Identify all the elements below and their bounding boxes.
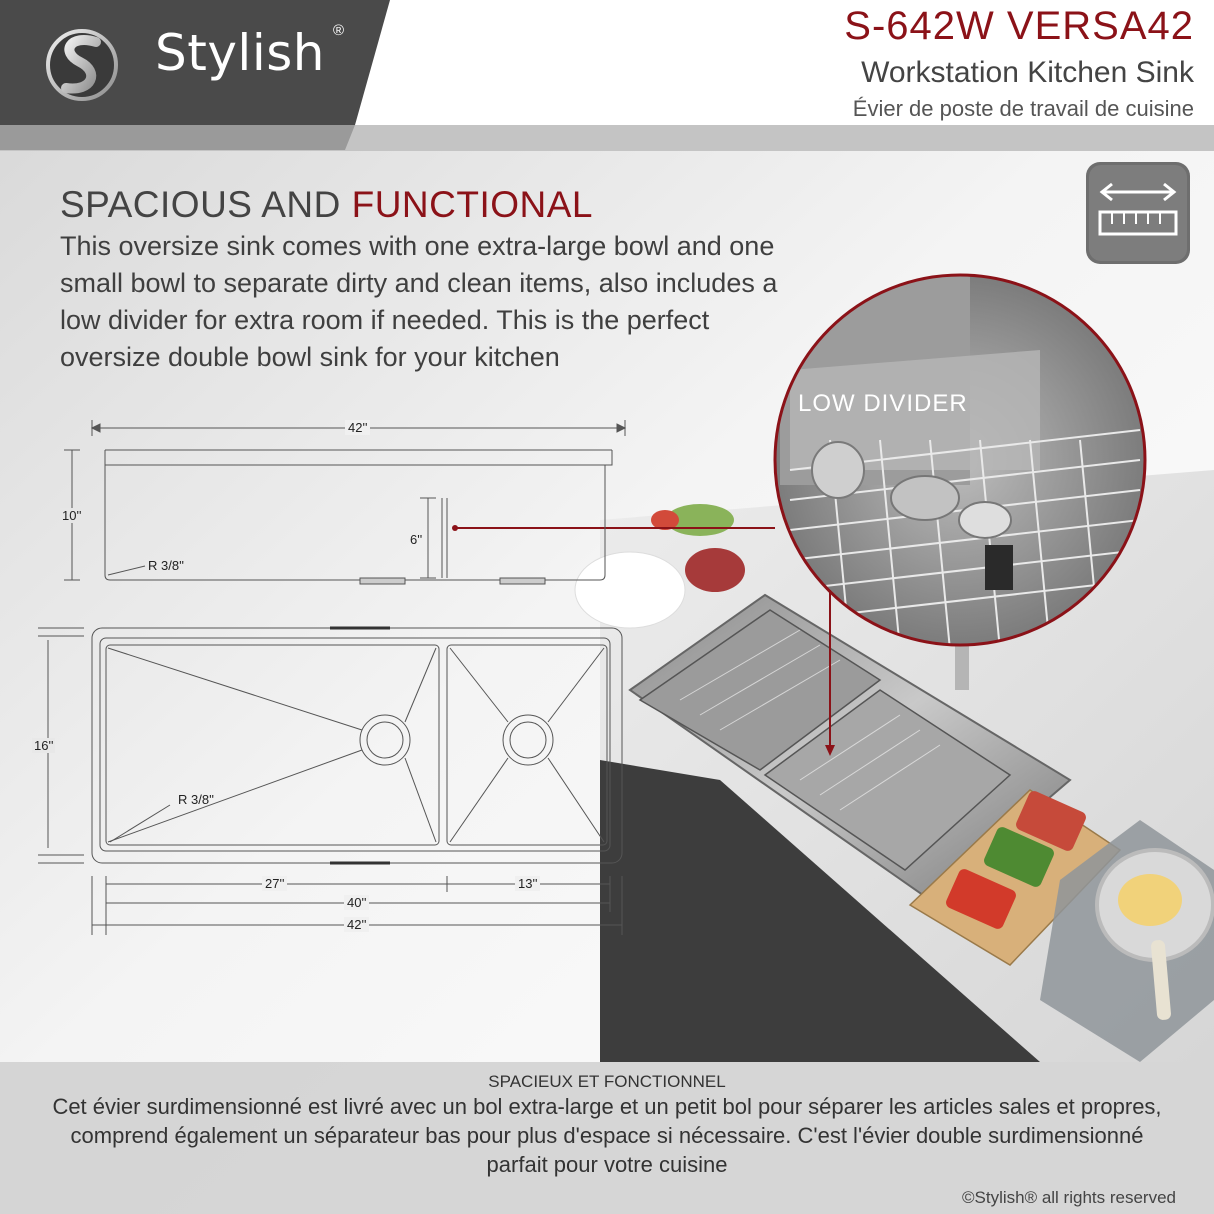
top-depth-label: 16'' [34,738,54,753]
brand-registered-mark: ® [333,22,345,39]
footer-title-fr: SPACIEUX ET FONCTIONNEL [488,1072,726,1091]
top-radius-label: R 3/8'' [178,792,215,807]
divider-height-label: 6'' [410,532,423,547]
headline-accent: FUNCTIONAL [351,184,594,225]
side-height-label: 10'' [62,508,82,523]
feature-description: This oversize sink comes with one extra-large bowl and one small bowl to separate dirty and clean items, also includes a low divider for extra room if needed. This is the perfect oversize double bowl sink for your kitchen [60,231,778,372]
feature-headline [60,184,593,226]
large-bowl-width-label: 27'' [262,876,287,891]
footer-body-fr: Cet évier surdimensionné est livré avec un bol extra-large et un petit bol pour séparer les articles sales et propres, comprend également un séparateur bas pour plus d'espace si nécessaire. C'est l'évier double surdimensionné parfait pour votre cuisine [52,1094,1162,1177]
small-bowl-width-label: 13'' [515,876,540,891]
model-number: S-642W VERSA42 [844,4,1194,48]
side-width-label: 42'' [345,420,370,435]
product-name-fr: Évier de poste de travail de cuisine [852,96,1194,121]
width-ruler-icon [1086,162,1190,264]
inner-width-label: 40'' [344,895,369,910]
outer-width-label: 42'' [344,917,369,932]
brand-name: Stylish [155,24,325,82]
product-name: Workstation Kitchen Sink [861,56,1194,89]
side-radius-label: R 3/8'' [148,558,185,573]
low-divider-label: LOW DIVIDER [798,390,968,417]
stylish-s-logo-icon [48,31,116,99]
headline-part1: SPACIOUS AND [60,184,352,225]
copyright-notice: ©Stylish® all rights reserved [961,1188,1176,1207]
